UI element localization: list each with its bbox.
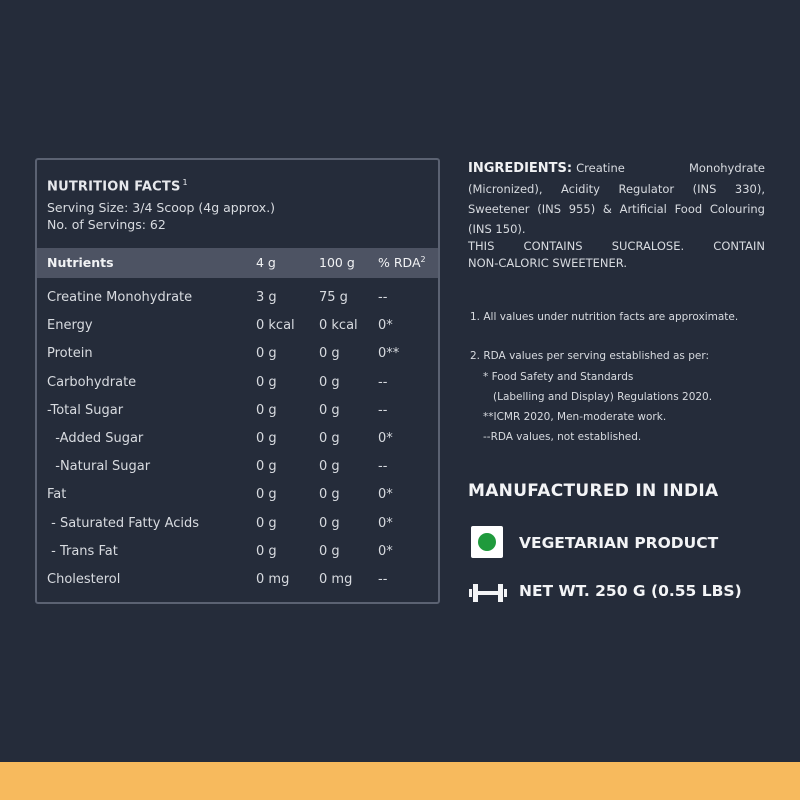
table-row bbox=[37, 459, 438, 479]
per-serving-value: 0 g bbox=[256, 515, 277, 531]
nutrient-name: - Trans Fat bbox=[47, 543, 118, 559]
nutrition-facts-title-text: NUTRITION FACTS bbox=[47, 179, 181, 195]
per-serving-value: 0 g bbox=[256, 459, 277, 475]
net-weight-label: NET WT. 250 G (0.55 LBS) bbox=[519, 582, 742, 600]
title-footnote-marker: 1 bbox=[182, 178, 188, 187]
vegetarian-mark-icon bbox=[471, 526, 503, 558]
ingredients-list: Creatine Monohydrate (Micronized), Acidity Regulator (INS 330), Sweetener (INS 955) & Artificial Food Colouring (INS 150). bbox=[468, 161, 765, 236]
per-serving-value: 0 kcal bbox=[256, 318, 295, 334]
nutrient-name: -Natural Sugar bbox=[47, 459, 151, 475]
nutrient-name: - Saturated Fatty Acids bbox=[47, 515, 200, 531]
per-100g-value: 0 g bbox=[319, 431, 340, 446]
bottom-color-band bbox=[0, 762, 800, 800]
header-per-serving: 4 g bbox=[256, 255, 276, 270]
rda-value: -- bbox=[378, 572, 388, 587]
rda-value: 0** bbox=[378, 346, 400, 362]
rda-value: -- bbox=[378, 459, 388, 475]
nutrient-name: Carbohydrate bbox=[47, 374, 137, 390]
table-header bbox=[37, 248, 438, 278]
rda-value: 0* bbox=[378, 431, 393, 446]
header-per-100g: 100 g bbox=[319, 255, 355, 270]
rda-value: 0* bbox=[378, 543, 393, 559]
nutrient-name: Protein bbox=[47, 346, 93, 362]
manufactured-in-india: MANUFACTURED IN INDIA bbox=[468, 481, 719, 501]
table-row bbox=[37, 487, 438, 507]
note-2c: **ICMR 2020, Men-moderate work. bbox=[483, 411, 667, 423]
serving-size: Serving Size: 3/4 Scoop (4g approx.) bbox=[47, 200, 276, 215]
per-serving-value: 0 g bbox=[256, 374, 277, 390]
rda-value: 0* bbox=[378, 515, 393, 531]
table-row bbox=[37, 290, 438, 310]
sweetener-warning-line1: THIS CONTAINS SUCRALOSE. CONTAIN bbox=[468, 239, 765, 253]
table-row bbox=[37, 516, 438, 536]
dumbbell-icon bbox=[469, 583, 507, 603]
per-100g-value: 0 g bbox=[319, 402, 340, 418]
vegetarian-label: VEGETARIAN PRODUCT bbox=[519, 534, 719, 552]
vegetarian-dot bbox=[478, 533, 496, 551]
per-100g-value: 0 kcal bbox=[319, 318, 358, 334]
per-100g-value: 0 g bbox=[319, 459, 340, 475]
header-nutrients: Nutrients bbox=[47, 255, 114, 270]
table-row bbox=[37, 346, 438, 366]
per-serving-value: 3 g bbox=[256, 290, 277, 305]
per-100g-value: 0 g bbox=[319, 487, 340, 503]
nutrient-name: Energy bbox=[47, 318, 93, 334]
table-row bbox=[37, 375, 438, 395]
per-100g-value: 75 g bbox=[319, 290, 348, 305]
per-serving-value: 0 g bbox=[256, 402, 277, 418]
sweetener-warning-line2: NON-CALORIC SWEETENER. bbox=[468, 256, 628, 270]
table-row bbox=[37, 403, 438, 423]
per-serving-value: 0 g bbox=[256, 487, 277, 503]
table-row bbox=[37, 431, 438, 451]
rda-footnote-marker: 2 bbox=[420, 255, 426, 264]
note-2: 2. RDA values per serving established as per: bbox=[470, 350, 709, 362]
nutrient-name: Fat bbox=[47, 487, 67, 503]
nutrition-facts-panel bbox=[35, 158, 440, 604]
number-of-servings: No. of Servings: 62 bbox=[47, 217, 166, 232]
rda-value: 0* bbox=[378, 318, 393, 334]
note-1: 1. All values under nutrition facts are approximate. bbox=[470, 311, 739, 323]
table-row bbox=[37, 572, 438, 592]
note-2b: (Labelling and Display) Regulations 2020. bbox=[493, 391, 713, 403]
nutrient-name: -Added Sugar bbox=[47, 431, 144, 446]
rda-value: -- bbox=[378, 402, 388, 418]
ingredients-block bbox=[468, 158, 765, 239]
nutrient-name: Creatine Monohydrate bbox=[47, 290, 193, 305]
per-100g-value: 0 g bbox=[319, 374, 340, 390]
per-serving-value: 0 mg bbox=[256, 572, 290, 587]
table-row bbox=[37, 318, 438, 338]
per-100g-value: 0 g bbox=[319, 543, 340, 559]
note-2d: --RDA values, not established. bbox=[483, 431, 642, 443]
rda-value: -- bbox=[378, 374, 388, 390]
rda-value: -- bbox=[378, 290, 388, 305]
rda-value: 0* bbox=[378, 487, 393, 503]
per-serving-value: 0 g bbox=[256, 346, 277, 362]
per-100g-value: 0 g bbox=[319, 515, 340, 531]
per-serving-value: 0 g bbox=[256, 431, 277, 446]
per-100g-value: 0 g bbox=[319, 346, 340, 362]
ingredients-label: INGREDIENTS: bbox=[468, 161, 573, 176]
ingredients-text bbox=[468, 158, 765, 239]
header-rda bbox=[378, 255, 426, 270]
table-row bbox=[37, 544, 438, 564]
per-serving-value: 0 g bbox=[256, 543, 277, 559]
nutrition-facts-title bbox=[47, 178, 188, 194]
header-rda-text: % RDA bbox=[378, 255, 421, 271]
nutrient-name: -Total Sugar bbox=[47, 402, 124, 418]
per-100g-value: 0 mg bbox=[319, 572, 353, 587]
nutrient-name: Cholesterol bbox=[47, 572, 121, 587]
note-2a: * Food Safety and Standards bbox=[483, 371, 634, 383]
